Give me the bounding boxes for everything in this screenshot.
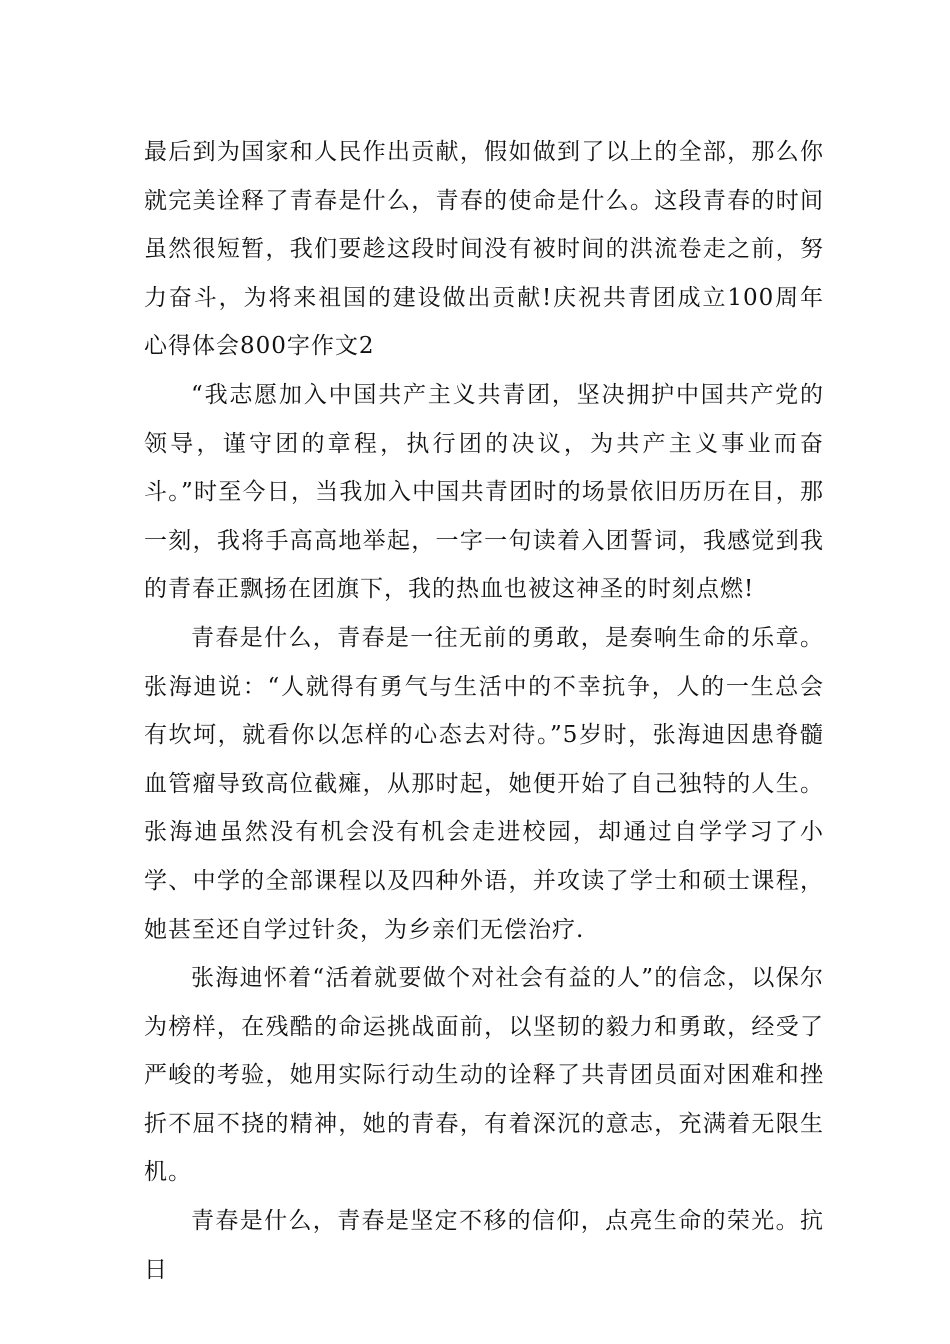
paragraph-1: 最后到为国家和人民作出贡献，假如做到了以上的全部，那么你就完美诠释了青春是什么，青春的使命是什么。这段青春的时间虽然很短暂，我们要趁这段时间没有被时间的洪流卷走之前，努力奋斗，为将来祖国的建设做出贡献!庆祝共青团成立100周年心得体会800字作文2 [144, 139, 824, 360]
paragraph-5: 青春是什么，青春是坚定不移的信仰，点亮生命的荣光。抗日 [144, 1208, 824, 1283]
body-text [144, 128, 824, 1294]
paragraph-2: “我志愿加入中国共产主义共青团，坚决拥护中国共产党的领导，谨守团的章程，执行团的决议，为共产主义事业而奋斗。”时至今日，当我加入中国共青团时的场景依旧历历在目，那一刻，我将手高高地举起，一字一句读着入团誓词，我感觉到我的青春正飘扬在团旗下，我的热血也被这神圣的时刻点燃! [144, 381, 824, 603]
paragraph-3: 青春是什么，青春是一往无前的勇敢，是奏响生命的乐章。张海迪说：“人就得有勇气与生活中的不幸抗争，人的一生总会有坎坷，就看你以怎样的心态去对待。”5岁时，张海迪因患脊髓血管瘤导致高位截瘫，从那时起，她便开始了自己独特的人生。张海迪虽然没有机会没有机会走进校园，却通过自学学习了小学、中学的全部课程以及四种外语，并攻读了学士和硕士课程，她甚至还自学过针灸，为乡亲们无偿治疗. [144, 624, 824, 943]
paragraph-4: 张海迪怀着“活着就要做个对社会有益的人”的信念，以保尔为榜样，在残酷的命运挑战面前，以坚韧的毅力和勇敢，经受了严峻的考验，她用实际行动生动的诠释了共青团员面对困难和挫折不屈不挠的精神，她的青春，有着深沉的意志，充满着无限生机。 [144, 965, 824, 1186]
